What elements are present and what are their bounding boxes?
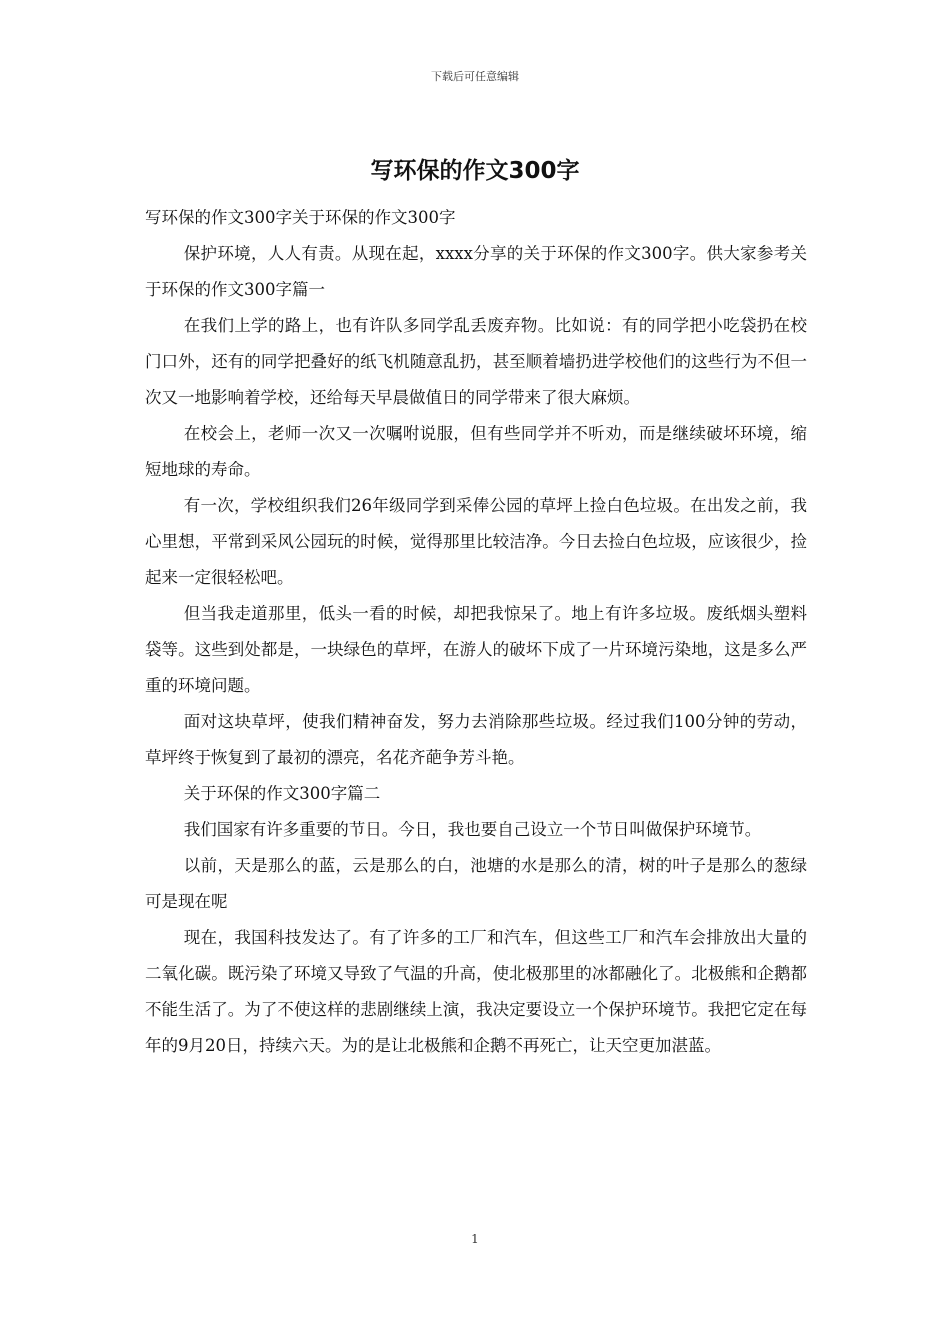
paragraph: 以前，天是那么的蓝，云是那么的白，池塘的水是那么的清，树的叶子是那么的葱绿可是现在呢 — [145, 856, 807, 911]
paragraph: 但当我走道那里，低头一看的时候，却把我惊呆了。地上有许多垃圾。废纸烟头塑料袋等。这些到处都是，一块绿色的草坪，在游人的破坏下成了一片环境污染地，这是多么严重的环境问题。 — [145, 604, 807, 695]
header-note: 下载后可任意编辑 — [431, 70, 519, 83]
paragraph: 面对这块草坪，使我们精神奋发，努力去消除那些垃圾。经过我们100分钟的劳动，草坪终于恢复到了最初的漂亮，名花齐葩争芳斗艳。 — [145, 712, 807, 767]
paragraph: 有一次，学校组织我们26年级同学到采俸公园的草坪上捡白色垃圾。在出发之前，我心里想，平常到采风公园玩的时候，觉得那里比较洁净。今日去捡白色垃圾，应该很少，捡起来一定很轻松吧。 — [145, 496, 807, 587]
section-heading: 关于环保的作文300字篇二 — [183, 784, 381, 803]
paragraph: 我们国家有许多重要的节日。今日，我也要自己设立一个节日叫做保护环境节。 — [183, 820, 762, 839]
article-body — [145, 200, 807, 1064]
page-title: 写环保的作文300字 — [370, 158, 580, 184]
paragraph: 保护环境，人人有责。从现在起，xxxx分享的关于环保的作文300字。供大家参考关于环保的作文300字篇一 — [145, 244, 807, 299]
paragraph: 在我们上学的路上，也有许队多同学乱丢废弃物。比如说：有的同学把小吃袋扔在校门口外，还有的同学把叠好的纸飞机随意乱扔，甚至顺着墙扔进学校他们的这些行为不但一次又一地影响着学校，还给每天早晨做值日的同学带来了很大麻烦。 — [145, 316, 807, 407]
page-number: 1 — [471, 1232, 479, 1246]
paragraph: 写环保的作文300字关于环保的作文300字 — [145, 208, 456, 227]
paragraph: 现在，我国科技发达了。有了许多的工厂和汽车，但这些工厂和汽车会排放出大量的二氧化碳。既污染了环境又导致了气温的升高，使北极那里的冰都融化了。北极熊和企鹅都不能生活了。为了不使这样的悲剧继续上演，我决定要设立一个保护环境节。我把它定在每年的9月20日，持续六天。为的是让北极熊和企鹅不再死亡，让天空更加湛蓝。 — [145, 928, 807, 1055]
paragraph: 在校会上，老师一次又一次嘱咐说服，但有些同学并不听劝，而是继续破坏环境，缩短地球的寿命。 — [145, 424, 807, 479]
